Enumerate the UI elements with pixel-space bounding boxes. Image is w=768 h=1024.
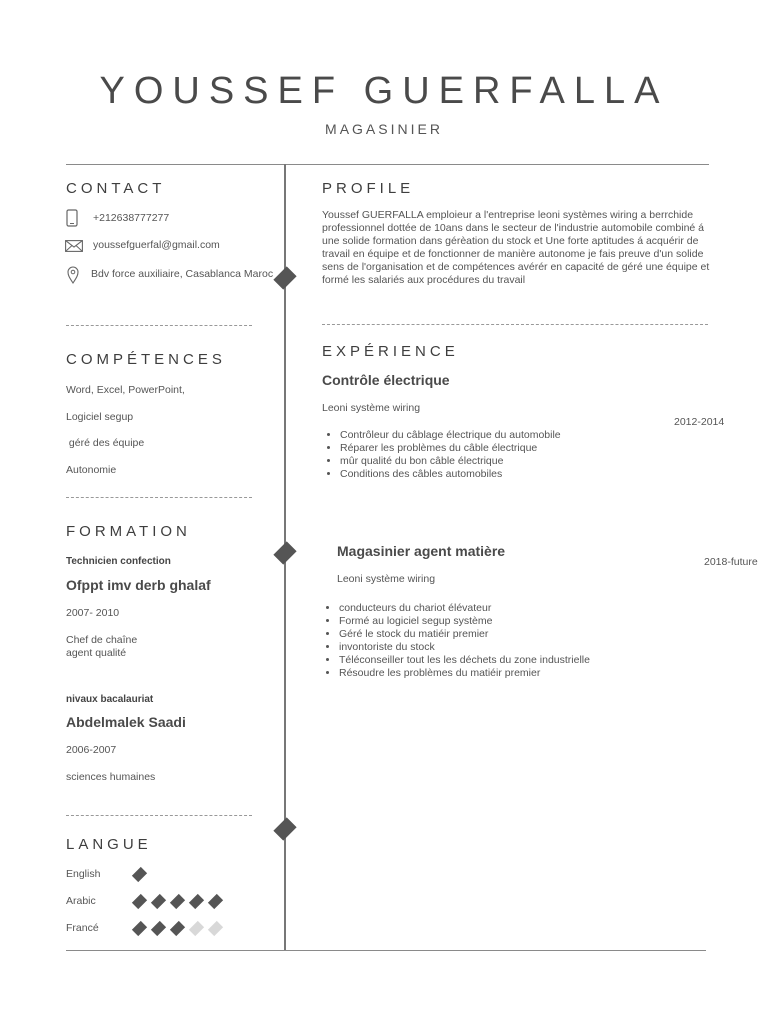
header-divider: [66, 164, 709, 165]
contact-phone: +212638777277: [93, 212, 170, 224]
education-title: FORMATION: [66, 523, 191, 540]
education-detail: sciences humaines: [66, 771, 156, 783]
candidate-name: YOUSSEF GUERFALLA: [99, 70, 669, 112]
level-diamond-filled: [132, 921, 147, 936]
level-diamond-filled: [170, 894, 185, 909]
timeline-diamond: [273, 266, 296, 289]
level-diamond-filled: [170, 921, 185, 936]
contact-title: CONTACT: [66, 180, 166, 197]
level-diamond-filled: [132, 894, 147, 909]
job-title-entry: Contrôle électrique: [322, 372, 450, 388]
job-task: • mûr qualité du bon câble électrique: [340, 455, 561, 468]
job-company: Leoni système wiring: [322, 402, 421, 414]
level-diamond-empty: [208, 921, 223, 936]
language-level: [133, 893, 222, 910]
language-name: Francé: [66, 922, 99, 934]
job-period: 2012-2014: [674, 416, 725, 428]
job-task: • conducteurs du chariot élévateur: [339, 602, 590, 615]
language-name: Arabic: [66, 895, 96, 907]
job-task: • Conditions des câbles automobiles: [340, 468, 561, 481]
contact-email: youssefguerfal@gmail.com: [93, 239, 220, 251]
level-diamond-filled: [189, 894, 204, 909]
job-task: • Résoudre les problèmes du matiéir premier: [339, 667, 590, 680]
education-years: 2007- 2010: [66, 607, 120, 619]
skill-item: Word, Excel, PowerPoint,: [66, 384, 185, 396]
experience-title: EXPÉRIENCE: [322, 343, 459, 360]
section-divider: [66, 497, 252, 498]
job-company: Leoni système wiring: [337, 573, 436, 585]
section-divider: [66, 325, 252, 326]
section-divider: [322, 324, 708, 325]
skill-item: géré des équipe: [66, 437, 145, 449]
level-diamond-empty: [189, 921, 204, 936]
footer-divider: [66, 950, 706, 951]
profile-line: sens de l'organisation et de compétences avérér en capacité de géré une équipe et: [322, 261, 710, 273]
level-diamond-filled: [132, 867, 147, 882]
contact-address: Bdv force auxiliaire, Casablanca Maroc: [91, 268, 274, 280]
job-task: • Contrôleur du câblage électrique du automobile: [340, 429, 561, 442]
profile-line: Youssef GUERFALLA emploieur a l'entreprise leoni systèmes wiring a berrchide: [322, 209, 694, 221]
job-task: • Géré le stock du matiéir premier: [339, 628, 590, 641]
section-divider: [66, 815, 252, 816]
profile-text: [322, 209, 712, 287]
languages-title: LANGUE: [66, 836, 152, 853]
education-label: nivaux bacalauriat: [66, 694, 154, 705]
job-task: • invontoriste du stock: [339, 641, 590, 654]
level-diamond-filled: [151, 921, 166, 936]
language-name: English: [66, 868, 101, 880]
job-task: • Formé au logiciel segup système: [339, 615, 590, 628]
location-pin-icon: [67, 266, 79, 289]
job-task: • Téléconseiller tout les les déchets du zone industrielle: [339, 654, 590, 667]
profile-line: formé les salariés aux procédures du travail: [322, 274, 526, 286]
job-title-entry: Magasinier agent matière: [337, 543, 506, 559]
job-tasks: [321, 602, 590, 680]
job-period: 2018-future: [704, 556, 758, 568]
level-diamond-filled: [151, 894, 166, 909]
language-level: [133, 920, 222, 937]
envelope-icon: [65, 239, 83, 257]
timeline-diamond: [273, 817, 296, 840]
skills-title: COMPÉTENCES: [66, 351, 226, 368]
job-task: • Réparer les problèmes du câble électrique: [340, 442, 561, 455]
phone-icon: [66, 209, 78, 232]
profile-line: travail en équipe et de fonctionner de manière autonome je fais preuve d'un solide: [322, 248, 704, 260]
profile-title: PROFILE: [322, 180, 415, 197]
job-tasks: [322, 429, 561, 481]
education-school: Ofppt imv derb ghalaf: [66, 577, 211, 593]
level-diamond-filled: [208, 894, 223, 909]
skill-item: Logiciel segup: [66, 411, 134, 423]
job-title: MAGASINIER: [325, 121, 443, 137]
education-school: Abdelmalek Saadi: [66, 714, 186, 730]
profile-line: une solide formation dans gérèation du stock et Une forte aptitudes á acquérir de: [322, 235, 699, 247]
timeline-diamond: [273, 541, 296, 564]
profile-line: professionnel dottée de 10ans dans le secteur de l'industrie automobile combiné á: [322, 222, 704, 234]
education-label: Technicien confection: [66, 556, 171, 567]
education-detail: Chef de chaîne: [66, 634, 138, 646]
education-detail: agent qualité: [66, 647, 127, 659]
skill-item: Autonomie: [66, 464, 117, 476]
education-years: 2006-2007: [66, 744, 117, 756]
language-level: [133, 866, 146, 883]
